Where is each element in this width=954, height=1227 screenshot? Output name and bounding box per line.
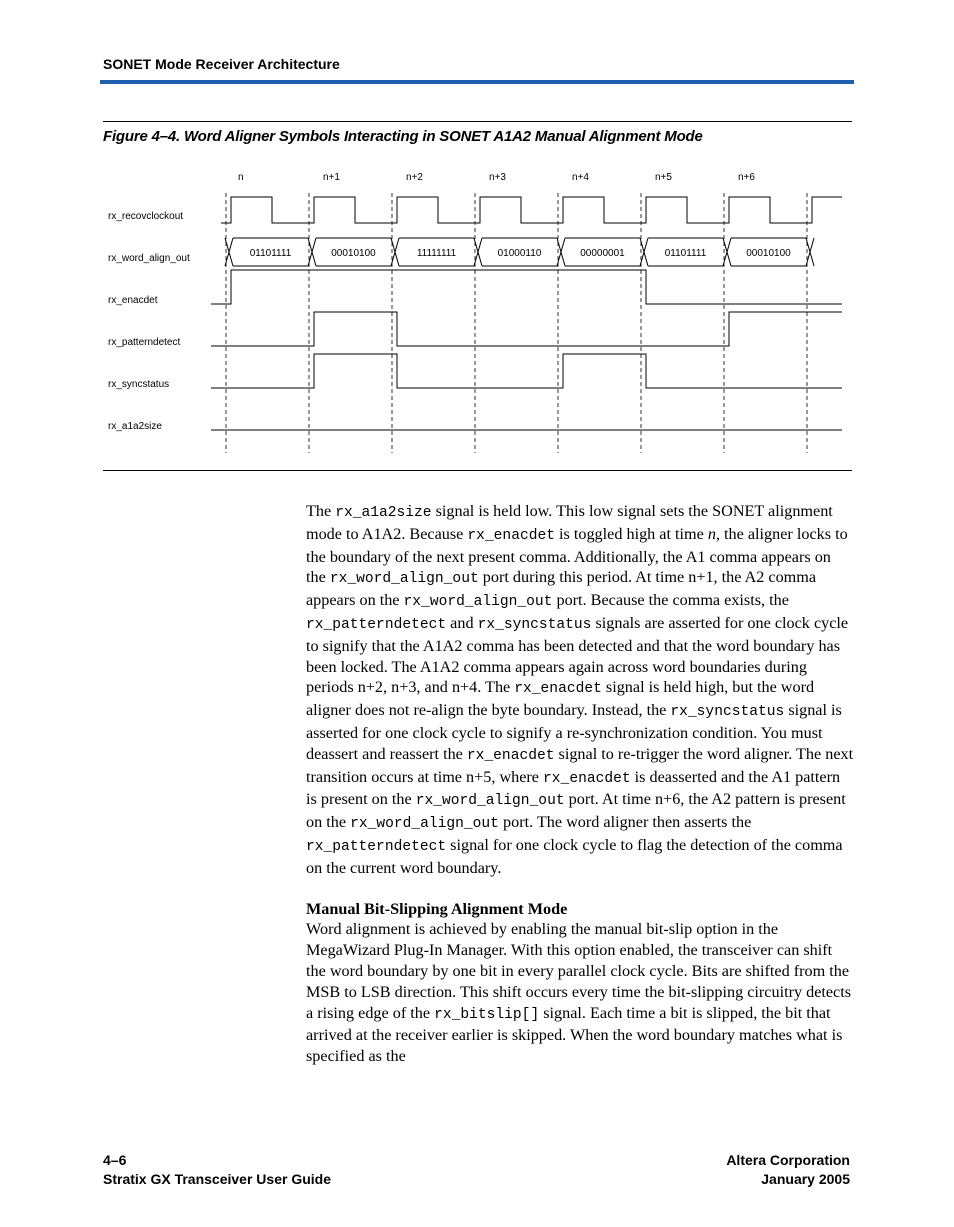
- bus-word-value: 01000110: [497, 248, 542, 259]
- time-label: n: [238, 172, 244, 183]
- code-span: rx_enacdet: [466, 747, 555, 764]
- code-span: rx_word_align_out: [415, 793, 565, 810]
- cycle-gridlines: [226, 193, 807, 453]
- code-span: rx_patterndetect: [306, 838, 447, 855]
- time-label: n+5: [655, 172, 672, 183]
- header-rule: [100, 80, 854, 84]
- signal-waveform: [211, 270, 842, 304]
- signal-label: rx_enacdet: [108, 295, 158, 306]
- figure-caption: Figure 4–4. Word Aligner Symbols Interacting in SONET A1A2 Manual Alignment Mode: [103, 128, 703, 145]
- code-span: rx_enacdet: [514, 681, 602, 698]
- code-span: rx_enacdet: [467, 527, 555, 544]
- code-span: rx_enacdet: [543, 770, 631, 787]
- signal-label: rx_syncstatus: [108, 379, 170, 390]
- clock-waveform: [221, 197, 842, 223]
- text-span: port. The word aligner then asserts the: [498, 813, 752, 832]
- figure-top-rule: [103, 121, 852, 122]
- section-title: Manual Bit-Slipping Alignment Mode: [306, 899, 568, 918]
- time-label: n+2: [406, 172, 423, 183]
- bus-word-value: 11111111: [416, 248, 457, 259]
- bus-word-value: 00010100: [746, 248, 791, 259]
- bus-word-value: 00010100: [331, 248, 376, 259]
- code-span: rx_word_align_out: [403, 594, 553, 611]
- code-span: rx_word_align_out: [350, 816, 499, 833]
- text-span: signals are asserted for one clock cycle to signify that the A1A2 comma has been detected and that the word boundary has been locked. The A1A2 comma appears again across word boundaries during periods n+2, n+3, and n+4. The: [306, 613, 849, 697]
- text-span: port. At time n+6, the A2 pattern is present on the: [306, 790, 846, 832]
- code-span: rx_bitslip[]: [434, 1006, 540, 1023]
- time-label: n+3: [489, 172, 506, 183]
- signal-label: rx_recovclockout: [108, 211, 184, 222]
- signal-waveform: [211, 312, 842, 346]
- text-span: port during this period. At time n+1, the A2 comma appears on the: [306, 568, 817, 610]
- text-span: signal is held low. This low signal sets the SONET alignment mode to A1A2. Because: [306, 502, 833, 543]
- signal-labels: [108, 211, 190, 432]
- figure-bottom-rule: [103, 470, 852, 471]
- signal-label: rx_a1a2size: [108, 421, 162, 432]
- paragraph-bit-slipping: [306, 919, 854, 1067]
- running-header: SONET Mode Receiver Architecture: [103, 56, 340, 72]
- publication-date: January 2005: [761, 1171, 850, 1187]
- paragraph-a1a2-description: [306, 501, 854, 879]
- company-name: Altera Corporation: [726, 1152, 850, 1168]
- text-span: Word alignment is achieved by enabling the manual bit-slip option in the MegaWizard Plug-In Manager. With this option enabled, the transceiver can shift the word boundary by one bit in every parallel clock cycle. Bits are shifted from the MSB to LSB direction. This shift occurs every time the bit-slipping circuitry detects a rising edge of the: [306, 920, 852, 1022]
- text-span: signal is asserted for one clock cycle to signify a re-synchronization condition. You must deassert and reassert the: [306, 701, 842, 763]
- text-span: port. Because the comma exists, the: [552, 591, 789, 610]
- bus-word-value: 01101111: [249, 248, 292, 259]
- timing-diagram: [100, 165, 860, 460]
- text-span: signal to re-trigger the word aligner. The next transition occurs at time n+5, where: [306, 744, 854, 786]
- time-label: n+1: [323, 172, 340, 183]
- bus-word-value: 00000001: [580, 248, 625, 259]
- code-span: rx_a1a2size: [335, 505, 432, 521]
- text-span: is toggled high at time: [554, 524, 708, 543]
- text-span: is deasserted and the A1 pattern is present on the: [306, 767, 841, 809]
- document-title: Stratix GX Transceiver User Guide: [103, 1171, 331, 1187]
- page-number: 4–6: [103, 1152, 127, 1168]
- text-span: The: [306, 502, 336, 520]
- time-label: n+4: [572, 172, 589, 183]
- footer-left: [103, 1151, 331, 1189]
- code-span: rx_syncstatus: [670, 704, 785, 721]
- code-span: rx_word_align_out: [329, 571, 479, 588]
- time-labels: [238, 172, 755, 183]
- time-label: n+6: [738, 172, 755, 183]
- signal-label: rx_patterndetect: [108, 337, 181, 348]
- text-span: , the aligner locks to the boundary of the next present comma. Additionally, the A1 comma appears on the: [306, 524, 848, 587]
- text-span: signal is held high, but the word aligner does not re-align the byte boundary. Instead, the: [306, 678, 815, 720]
- body-text: [306, 501, 854, 1067]
- signal-waveform: [211, 354, 842, 388]
- bus-word-value: 01101111: [664, 248, 707, 259]
- waveforms: [211, 197, 842, 430]
- text-span: signal for one clock cycle to flag the detection of the comma on the current word boundary.: [306, 835, 843, 877]
- italic-span: n: [707, 524, 716, 543]
- text-span: signal. Each time a bit is slipped, the bit that arrived at the receiver earlier is skipped. When the word boundary matches what is specified as the: [306, 1003, 843, 1066]
- code-span: rx_syncstatus: [477, 616, 592, 633]
- code-span: rx_patterndetect: [306, 616, 447, 633]
- text-span: and: [446, 613, 478, 632]
- footer-right: [726, 1151, 850, 1189]
- signal-label: rx_word_align_out: [108, 253, 190, 264]
